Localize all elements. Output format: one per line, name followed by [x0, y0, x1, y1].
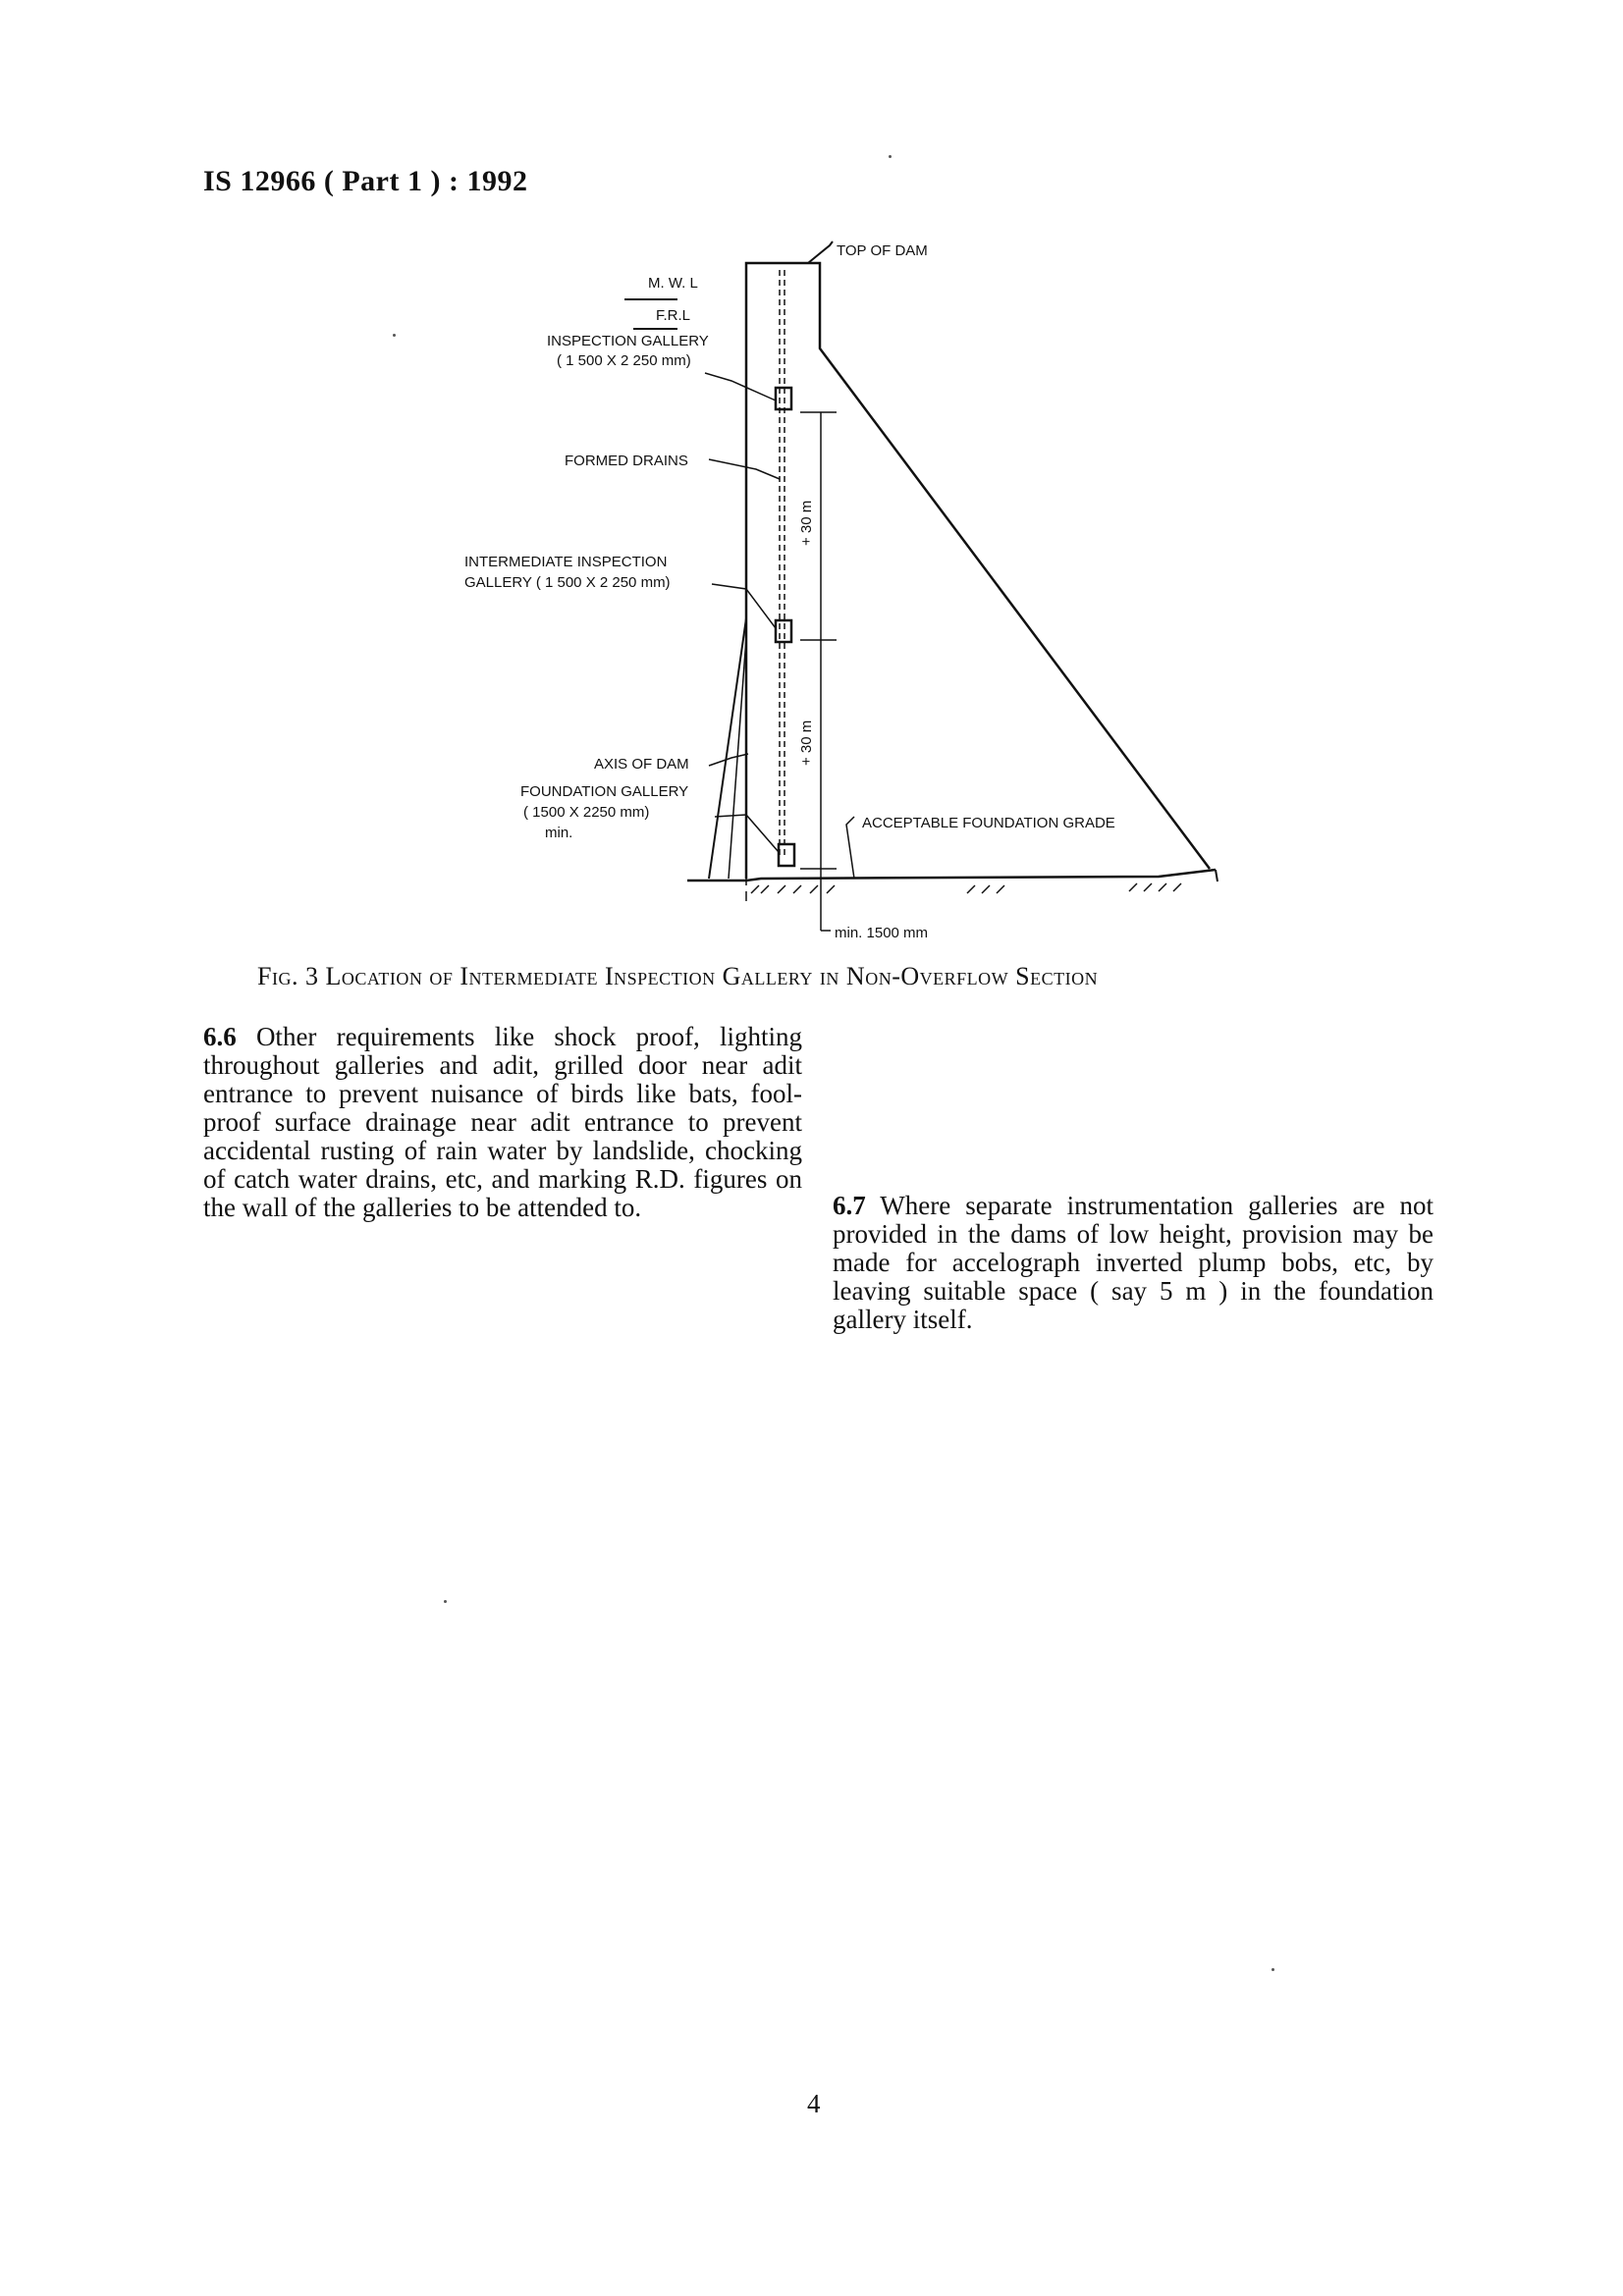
dam-section-figure — [0, 0, 1623, 962]
foundation-gallery-min: min. — [545, 825, 573, 841]
spacing-lower-label: + 30 m — [798, 720, 815, 766]
intermediate-gallery-label-2: GALLERY ( 1 500 X 2 250 mm) — [464, 574, 671, 591]
standard-reference: IS 12966 ( Part 1 ) : 1992 — [203, 165, 528, 197]
scan-speck — [444, 1600, 447, 1603]
spacing-upper-label: + 30 m — [798, 500, 815, 546]
acceptable-foundation-label: ACCEPTABLE FOUNDATION GRADE — [862, 815, 1115, 831]
paragraph-6-6-text: Other requirements like shock proof, lighting throughout galleries and adit, grilled door near adit entrance to prevent nuisance of birds like bats, fool-proof surface drainage near adit entrance to prevent accidental rusting of rain water by landslide, chocking of catch water drains, etc, and marking R.D. figures on the wall of the galleries to be attended to. — [203, 1022, 802, 1222]
left-column — [203, 1023, 802, 1242]
page-number: 4 — [807, 2089, 821, 2118]
scan-speck — [393, 334, 396, 337]
intermediate-gallery-box — [776, 620, 791, 642]
scan-speck — [1271, 1968, 1274, 1971]
frl-label: F.R.L — [656, 307, 691, 324]
inspection-gallery-label: INSPECTION GALLERY — [547, 333, 709, 349]
paragraph-6-7-text: Where separate instrumentation galleries are not provided in the dams of low height, provision may be made for accelograph inverted plump bobs, etc, by leaving suitable space ( say 5 m ) in the foundation gallery itself. — [833, 1191, 1434, 1334]
clause-number-6-7: 6.7 — [833, 1191, 866, 1220]
foundation-gallery-box — [779, 844, 794, 866]
top-of-dam-label: TOP OF DAM — [837, 242, 928, 259]
min-1500-label: min. 1500 mm — [835, 925, 929, 941]
inspection-gallery-size: ( 1 500 X 2 250 mm) — [557, 352, 691, 369]
figure-caption — [257, 962, 1386, 991]
formed-drains-label: FORMED DRAINS — [565, 453, 688, 469]
right-column — [833, 1192, 1434, 1354]
paragraph-6-6 — [203, 1023, 802, 1222]
figure-title: Location of Intermediate Inspection Gallery in Non-Overflow Section — [325, 962, 1099, 990]
foundation-gallery-label: FOUNDATION GALLERY — [520, 783, 689, 800]
inspection-gallery-box — [776, 388, 791, 409]
scan-speck — [889, 155, 892, 158]
axis-of-dam-label: AXIS OF DAM — [594, 756, 689, 773]
paragraph-6-7 — [833, 1192, 1434, 1334]
clause-number-6-6: 6.6 — [203, 1022, 237, 1051]
dam-outline — [746, 263, 1210, 879]
figure-number: Fig. 3 — [257, 962, 319, 990]
mwl-label: M. W. L — [648, 275, 698, 292]
foundation-gallery-size: ( 1500 X 2250 mm) — [523, 804, 650, 821]
intermediate-gallery-label-1: INTERMEDIATE INSPECTION — [464, 554, 668, 570]
